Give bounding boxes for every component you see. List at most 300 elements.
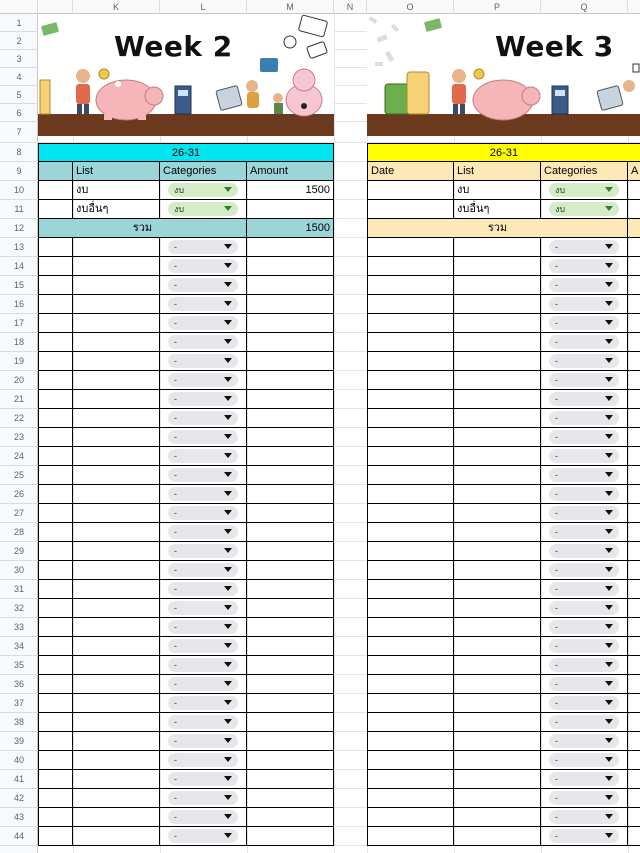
week2-empty-date[interactable]	[38, 390, 73, 409]
week3-empty-amount[interactable]	[628, 713, 640, 732]
week2-empty-date[interactable]	[38, 770, 73, 789]
week2-empty-amount[interactable]	[247, 542, 334, 561]
row-header-3[interactable]: 3	[0, 50, 38, 68]
week3-banner[interactable]	[367, 14, 640, 136]
week3-empty-category-cell[interactable]	[541, 295, 628, 314]
week2-row1-list[interactable]: งบ	[73, 181, 160, 200]
week2-empty-amount[interactable]	[247, 371, 334, 390]
column-header-m[interactable]: M	[247, 0, 334, 14]
week3-empty-category-cell[interactable]	[541, 732, 628, 751]
week3-empty-amount[interactable]	[628, 333, 640, 352]
week3-empty-amount[interactable]	[628, 675, 640, 694]
category-dropdown[interactable]	[549, 620, 619, 634]
week3-empty-amount[interactable]	[628, 770, 640, 789]
category-dropdown[interactable]	[549, 316, 619, 330]
category-dropdown[interactable]	[549, 791, 619, 805]
row-header-15[interactable]: 15	[0, 276, 38, 295]
week2-header-categories[interactable]: Categories	[160, 162, 247, 181]
week2-empty-date[interactable]	[38, 466, 73, 485]
week2-empty-amount[interactable]	[247, 485, 334, 504]
week3-empty-date[interactable]	[367, 808, 454, 827]
week2-empty-amount[interactable]	[247, 618, 334, 637]
week3-empty-date[interactable]	[367, 523, 454, 542]
week3-empty-list[interactable]	[454, 238, 541, 257]
week2-empty-date[interactable]	[38, 333, 73, 352]
week3-empty-amount[interactable]	[628, 276, 640, 295]
week3-empty-amount[interactable]	[628, 466, 640, 485]
week2-empty-amount[interactable]	[247, 789, 334, 808]
week2-empty-category-cell[interactable]	[160, 580, 247, 599]
week3-empty-category-cell[interactable]	[541, 504, 628, 523]
row-header-32[interactable]: 32	[0, 599, 38, 618]
week2-row1-date[interactable]	[38, 181, 73, 200]
category-dropdown[interactable]	[549, 601, 619, 615]
week2-empty-list[interactable]	[73, 827, 160, 846]
week2-empty-list[interactable]	[73, 599, 160, 618]
week2-empty-list[interactable]	[73, 276, 160, 295]
week3-empty-list[interactable]	[454, 466, 541, 485]
week2-empty-list[interactable]	[73, 656, 160, 675]
category-dropdown[interactable]	[549, 506, 619, 520]
week2-header-amount[interactable]: Amount	[247, 162, 334, 181]
week2-empty-date[interactable]	[38, 409, 73, 428]
row-header-18[interactable]: 18	[0, 333, 38, 352]
week2-header-list[interactable]: List	[73, 162, 160, 181]
category-dropdown[interactable]	[168, 373, 238, 387]
category-dropdown[interactable]	[168, 297, 238, 311]
week3-empty-amount[interactable]	[628, 561, 640, 580]
row-header-9[interactable]: 9	[0, 162, 38, 181]
week3-empty-date[interactable]	[367, 447, 454, 466]
category-dropdown[interactable]	[168, 563, 238, 577]
category-dropdown[interactable]	[168, 411, 238, 425]
week2-empty-category-cell[interactable]	[160, 504, 247, 523]
week3-total-value[interactable]	[628, 219, 640, 238]
week3-empty-date[interactable]	[367, 770, 454, 789]
week2-empty-list[interactable]	[73, 542, 160, 561]
week2-empty-category-cell[interactable]	[160, 618, 247, 637]
category-dropdown[interactable]	[549, 772, 619, 786]
week3-empty-category-cell[interactable]	[541, 675, 628, 694]
row-header-39[interactable]: 39	[0, 732, 38, 751]
category-dropdown[interactable]	[549, 582, 619, 596]
week2-empty-date[interactable]	[38, 295, 73, 314]
week2-empty-amount[interactable]	[247, 580, 334, 599]
week3-empty-amount[interactable]	[628, 295, 640, 314]
week2-empty-list[interactable]	[73, 390, 160, 409]
category-dropdown[interactable]	[549, 639, 619, 653]
category-dropdown[interactable]	[549, 544, 619, 558]
week3-empty-list[interactable]	[454, 789, 541, 808]
week3-empty-list[interactable]	[454, 390, 541, 409]
week3-empty-category-cell[interactable]	[541, 276, 628, 295]
week3-empty-category-cell[interactable]	[541, 523, 628, 542]
week3-empty-category-cell[interactable]	[541, 789, 628, 808]
row-header-29[interactable]: 29	[0, 542, 38, 561]
row-header-28[interactable]: 28	[0, 523, 38, 542]
week2-empty-category-cell[interactable]	[160, 238, 247, 257]
week3-row1-date[interactable]	[367, 181, 454, 200]
category-dropdown[interactable]	[168, 316, 238, 330]
week2-empty-amount[interactable]	[247, 827, 334, 846]
week2-empty-date[interactable]	[38, 732, 73, 751]
week2-empty-category-cell[interactable]	[160, 713, 247, 732]
category-dropdown[interactable]	[168, 753, 238, 767]
week2-empty-category-cell[interactable]	[160, 561, 247, 580]
week2-empty-date[interactable]	[38, 542, 73, 561]
week3-empty-category-cell[interactable]	[541, 390, 628, 409]
row-header-7[interactable]: 7	[0, 122, 38, 143]
row-header-23[interactable]: 23	[0, 428, 38, 447]
week3-row1-list[interactable]: งบ	[454, 181, 541, 200]
column-header-l[interactable]: L	[160, 0, 247, 14]
week2-empty-list[interactable]	[73, 257, 160, 276]
week3-empty-category-cell[interactable]	[541, 485, 628, 504]
week2-empty-list[interactable]	[73, 352, 160, 371]
week3-total-label[interactable]: รวม	[367, 219, 628, 238]
week3-empty-date[interactable]	[367, 637, 454, 656]
week3-empty-list[interactable]	[454, 827, 541, 846]
category-dropdown[interactable]	[549, 715, 619, 729]
week2-empty-list[interactable]	[73, 333, 160, 352]
row-header-43[interactable]: 43	[0, 808, 38, 827]
column-header-r[interactable]	[628, 0, 640, 14]
week2-empty-category-cell[interactable]	[160, 485, 247, 504]
week2-empty-date[interactable]	[38, 352, 73, 371]
week2-empty-amount[interactable]	[247, 295, 334, 314]
week2-empty-category-cell[interactable]	[160, 428, 247, 447]
row-header-5[interactable]: 5	[0, 86, 38, 104]
row-header-30[interactable]: 30	[0, 561, 38, 580]
week2-empty-date[interactable]	[38, 504, 73, 523]
week2-empty-date[interactable]	[38, 314, 73, 333]
category-dropdown[interactable]	[168, 240, 238, 254]
category-dropdown[interactable]	[549, 430, 619, 444]
week3-empty-date[interactable]	[367, 238, 454, 257]
week3-empty-category-cell[interactable]	[541, 770, 628, 789]
week2-empty-category-cell[interactable]	[160, 371, 247, 390]
week2-empty-category-cell[interactable]	[160, 599, 247, 618]
week2-banner[interactable]	[38, 14, 334, 136]
week2-empty-list[interactable]	[73, 428, 160, 447]
category-dropdown[interactable]	[168, 829, 238, 843]
week3-empty-list[interactable]	[454, 295, 541, 314]
week3-empty-list[interactable]	[454, 713, 541, 732]
week2-empty-category-cell[interactable]	[160, 751, 247, 770]
category-dropdown[interactable]	[168, 506, 238, 520]
week2-empty-list[interactable]	[73, 561, 160, 580]
week2-empty-category-cell[interactable]	[160, 770, 247, 789]
week3-empty-category-cell[interactable]	[541, 447, 628, 466]
week3-empty-date[interactable]	[367, 713, 454, 732]
week2-row2-category-dropdown[interactable]	[168, 202, 238, 216]
week2-empty-amount[interactable]	[247, 314, 334, 333]
week2-empty-amount[interactable]	[247, 656, 334, 675]
week2-empty-date[interactable]	[38, 599, 73, 618]
column-header-k[interactable]: K	[73, 0, 160, 14]
week3-empty-date[interactable]	[367, 561, 454, 580]
week2-empty-amount[interactable]	[247, 808, 334, 827]
column-header-p[interactable]: P	[454, 0, 541, 14]
week3-empty-list[interactable]	[454, 580, 541, 599]
week2-empty-category-cell[interactable]	[160, 276, 247, 295]
week2-empty-list[interactable]	[73, 637, 160, 656]
week2-empty-date[interactable]	[38, 523, 73, 542]
week3-empty-list[interactable]	[454, 694, 541, 713]
week2-empty-category-cell[interactable]	[160, 637, 247, 656]
week3-empty-category-cell[interactable]	[541, 333, 628, 352]
week2-empty-amount[interactable]	[247, 751, 334, 770]
category-dropdown[interactable]	[168, 620, 238, 634]
week3-empty-amount[interactable]	[628, 409, 640, 428]
week3-empty-date[interactable]	[367, 333, 454, 352]
week2-row1-amount[interactable]: 1500	[247, 181, 334, 200]
week3-empty-list[interactable]	[454, 257, 541, 276]
week3-empty-amount[interactable]	[628, 314, 640, 333]
week3-row2-amount[interactable]	[628, 200, 640, 219]
week2-empty-amount[interactable]	[247, 637, 334, 656]
category-dropdown[interactable]	[549, 354, 619, 368]
week3-empty-amount[interactable]	[628, 352, 640, 371]
week2-empty-amount[interactable]	[247, 257, 334, 276]
column-header-o[interactable]: O	[367, 0, 454, 14]
week2-empty-list[interactable]	[73, 713, 160, 732]
week3-header-amount[interactable]: A	[628, 162, 640, 181]
category-dropdown[interactable]	[168, 582, 238, 596]
week3-empty-category-cell[interactable]	[541, 580, 628, 599]
week2-empty-amount[interactable]	[247, 276, 334, 295]
week2-empty-category-cell[interactable]	[160, 333, 247, 352]
week3-row2-category-dropdown[interactable]	[549, 202, 619, 216]
week3-empty-date[interactable]	[367, 257, 454, 276]
week3-empty-date[interactable]	[367, 371, 454, 390]
row-header-22[interactable]: 22	[0, 409, 38, 428]
week3-header-date[interactable]: Date	[367, 162, 454, 181]
category-dropdown[interactable]	[168, 639, 238, 653]
week2-empty-category-cell[interactable]	[160, 295, 247, 314]
week3-empty-list[interactable]	[454, 276, 541, 295]
week2-empty-list[interactable]	[73, 808, 160, 827]
week3-empty-amount[interactable]	[628, 732, 640, 751]
week3-empty-date[interactable]	[367, 276, 454, 295]
week2-row1-category-cell[interactable]	[160, 181, 247, 200]
category-dropdown[interactable]	[549, 240, 619, 254]
week2-empty-list[interactable]	[73, 466, 160, 485]
category-dropdown[interactable]	[168, 791, 238, 805]
week2-empty-amount[interactable]	[247, 694, 334, 713]
week3-empty-category-cell[interactable]	[541, 314, 628, 333]
week2-empty-category-cell[interactable]	[160, 447, 247, 466]
week3-empty-list[interactable]	[454, 504, 541, 523]
row-header-8[interactable]: 8	[0, 143, 38, 162]
week2-empty-list[interactable]	[73, 732, 160, 751]
category-dropdown[interactable]	[168, 392, 238, 406]
row-header-19[interactable]: 19	[0, 352, 38, 371]
row-header-26[interactable]: 26	[0, 485, 38, 504]
week3-empty-date[interactable]	[367, 732, 454, 751]
row-header-27[interactable]: 27	[0, 504, 38, 523]
week2-empty-amount[interactable]	[247, 390, 334, 409]
week2-empty-category-cell[interactable]	[160, 656, 247, 675]
week3-empty-amount[interactable]	[628, 238, 640, 257]
week2-empty-amount[interactable]	[247, 352, 334, 371]
column-header-q[interactable]: Q	[541, 0, 628, 14]
week3-empty-amount[interactable]	[628, 523, 640, 542]
week3-empty-amount[interactable]	[628, 257, 640, 276]
week3-row1-category-dropdown[interactable]	[549, 183, 619, 197]
week2-empty-list[interactable]	[73, 770, 160, 789]
week3-empty-list[interactable]	[454, 523, 541, 542]
row-header-34[interactable]: 34	[0, 637, 38, 656]
week2-empty-list[interactable]	[73, 675, 160, 694]
week3-empty-category-cell[interactable]	[541, 694, 628, 713]
week2-empty-amount[interactable]	[247, 770, 334, 789]
week3-empty-list[interactable]	[454, 371, 541, 390]
week3-empty-date[interactable]	[367, 656, 454, 675]
row-header-33[interactable]: 33	[0, 618, 38, 637]
category-dropdown[interactable]	[549, 411, 619, 425]
category-dropdown[interactable]	[168, 449, 238, 463]
week2-empty-list[interactable]	[73, 485, 160, 504]
category-dropdown[interactable]	[549, 677, 619, 691]
week3-empty-date[interactable]	[367, 466, 454, 485]
week3-empty-category-cell[interactable]	[541, 257, 628, 276]
row-header-21[interactable]: 21	[0, 390, 38, 409]
week2-empty-category-cell[interactable]	[160, 466, 247, 485]
week2-empty-date[interactable]	[38, 371, 73, 390]
week2-empty-list[interactable]	[73, 789, 160, 808]
week2-empty-amount[interactable]	[247, 238, 334, 257]
column-header-n[interactable]: N	[334, 0, 367, 14]
week3-empty-list[interactable]	[454, 656, 541, 675]
week3-empty-list[interactable]	[454, 428, 541, 447]
row-header-6[interactable]: 6	[0, 104, 38, 122]
week3-empty-date[interactable]	[367, 352, 454, 371]
row-header-4[interactable]: 4	[0, 68, 38, 86]
week2-empty-date[interactable]	[38, 808, 73, 827]
week2-empty-list[interactable]	[73, 371, 160, 390]
week3-empty-category-cell[interactable]	[541, 656, 628, 675]
week2-empty-amount[interactable]	[247, 561, 334, 580]
column-header-j[interactable]	[38, 0, 73, 14]
category-dropdown[interactable]	[549, 734, 619, 748]
row-header-24[interactable]: 24	[0, 447, 38, 466]
week3-empty-date[interactable]	[367, 314, 454, 333]
week3-empty-category-cell[interactable]	[541, 618, 628, 637]
week3-empty-amount[interactable]	[628, 428, 640, 447]
row-header-20[interactable]: 20	[0, 371, 38, 390]
row-header-14[interactable]: 14	[0, 257, 38, 276]
week3-empty-amount[interactable]	[628, 827, 640, 846]
row-header-1[interactable]: 1	[0, 14, 38, 32]
category-dropdown[interactable]	[549, 449, 619, 463]
week2-header-date[interactable]	[38, 162, 73, 181]
category-dropdown[interactable]	[168, 696, 238, 710]
week3-empty-list[interactable]	[454, 618, 541, 637]
category-dropdown[interactable]	[168, 278, 238, 292]
category-dropdown[interactable]	[168, 601, 238, 615]
week2-empty-date[interactable]	[38, 656, 73, 675]
category-dropdown[interactable]	[168, 772, 238, 786]
week3-empty-date[interactable]	[367, 580, 454, 599]
category-dropdown[interactable]	[549, 658, 619, 672]
week2-empty-amount[interactable]	[247, 732, 334, 751]
week3-empty-category-cell[interactable]	[541, 561, 628, 580]
category-dropdown[interactable]	[549, 753, 619, 767]
week2-total-value[interactable]: 1500	[247, 219, 334, 238]
category-dropdown[interactable]	[168, 430, 238, 444]
week2-empty-date[interactable]	[38, 485, 73, 504]
category-dropdown[interactable]	[168, 335, 238, 349]
week2-empty-date[interactable]	[38, 561, 73, 580]
week2-empty-amount[interactable]	[247, 409, 334, 428]
week3-empty-amount[interactable]	[628, 618, 640, 637]
row-header-44[interactable]: 44	[0, 827, 38, 846]
week3-empty-amount[interactable]	[628, 447, 640, 466]
week3-empty-list[interactable]	[454, 561, 541, 580]
week3-date-range[interactable]: 26-31	[367, 143, 640, 162]
week3-empty-amount[interactable]	[628, 580, 640, 599]
week2-empty-list[interactable]	[73, 238, 160, 257]
category-dropdown[interactable]	[168, 810, 238, 824]
week3-empty-date[interactable]	[367, 295, 454, 314]
week3-header-categories[interactable]: Categories	[541, 162, 628, 181]
week2-empty-list[interactable]	[73, 694, 160, 713]
week2-empty-date[interactable]	[38, 238, 73, 257]
week2-empty-date[interactable]	[38, 580, 73, 599]
week2-empty-amount[interactable]	[247, 333, 334, 352]
week3-empty-date[interactable]	[367, 504, 454, 523]
week3-empty-list[interactable]	[454, 808, 541, 827]
week3-empty-category-cell[interactable]	[541, 713, 628, 732]
week3-empty-category-cell[interactable]	[541, 599, 628, 618]
week3-empty-date[interactable]	[367, 827, 454, 846]
week2-empty-amount[interactable]	[247, 504, 334, 523]
week2-empty-category-cell[interactable]	[160, 675, 247, 694]
category-dropdown[interactable]	[168, 468, 238, 482]
row-header-16[interactable]: 16	[0, 295, 38, 314]
week2-empty-amount[interactable]	[247, 523, 334, 542]
row-header-42[interactable]: 42	[0, 789, 38, 808]
week3-empty-category-cell[interactable]	[541, 371, 628, 390]
week2-empty-category-cell[interactable]	[160, 732, 247, 751]
week3-empty-category-cell[interactable]	[541, 808, 628, 827]
week2-empty-list[interactable]	[73, 295, 160, 314]
category-dropdown[interactable]	[168, 734, 238, 748]
week2-empty-category-cell[interactable]	[160, 523, 247, 542]
week2-row2-date[interactable]	[38, 200, 73, 219]
week2-empty-list[interactable]	[73, 409, 160, 428]
category-dropdown[interactable]	[168, 259, 238, 273]
week3-row2-category-cell[interactable]	[541, 200, 628, 219]
week2-empty-date[interactable]	[38, 257, 73, 276]
week2-empty-date[interactable]	[38, 637, 73, 656]
category-dropdown[interactable]	[549, 278, 619, 292]
week2-empty-date[interactable]	[38, 428, 73, 447]
week2-empty-date[interactable]	[38, 276, 73, 295]
category-dropdown[interactable]	[168, 715, 238, 729]
week3-row1-amount[interactable]	[628, 181, 640, 200]
week3-empty-date[interactable]	[367, 542, 454, 561]
week2-empty-category-cell[interactable]	[160, 352, 247, 371]
week3-row2-list[interactable]: งบอื่นๆ	[454, 200, 541, 219]
category-dropdown[interactable]	[549, 468, 619, 482]
week3-empty-date[interactable]	[367, 618, 454, 637]
week2-empty-date[interactable]	[38, 751, 73, 770]
week3-empty-amount[interactable]	[628, 694, 640, 713]
week2-row1-category-dropdown[interactable]	[168, 183, 238, 197]
week2-empty-category-cell[interactable]	[160, 808, 247, 827]
